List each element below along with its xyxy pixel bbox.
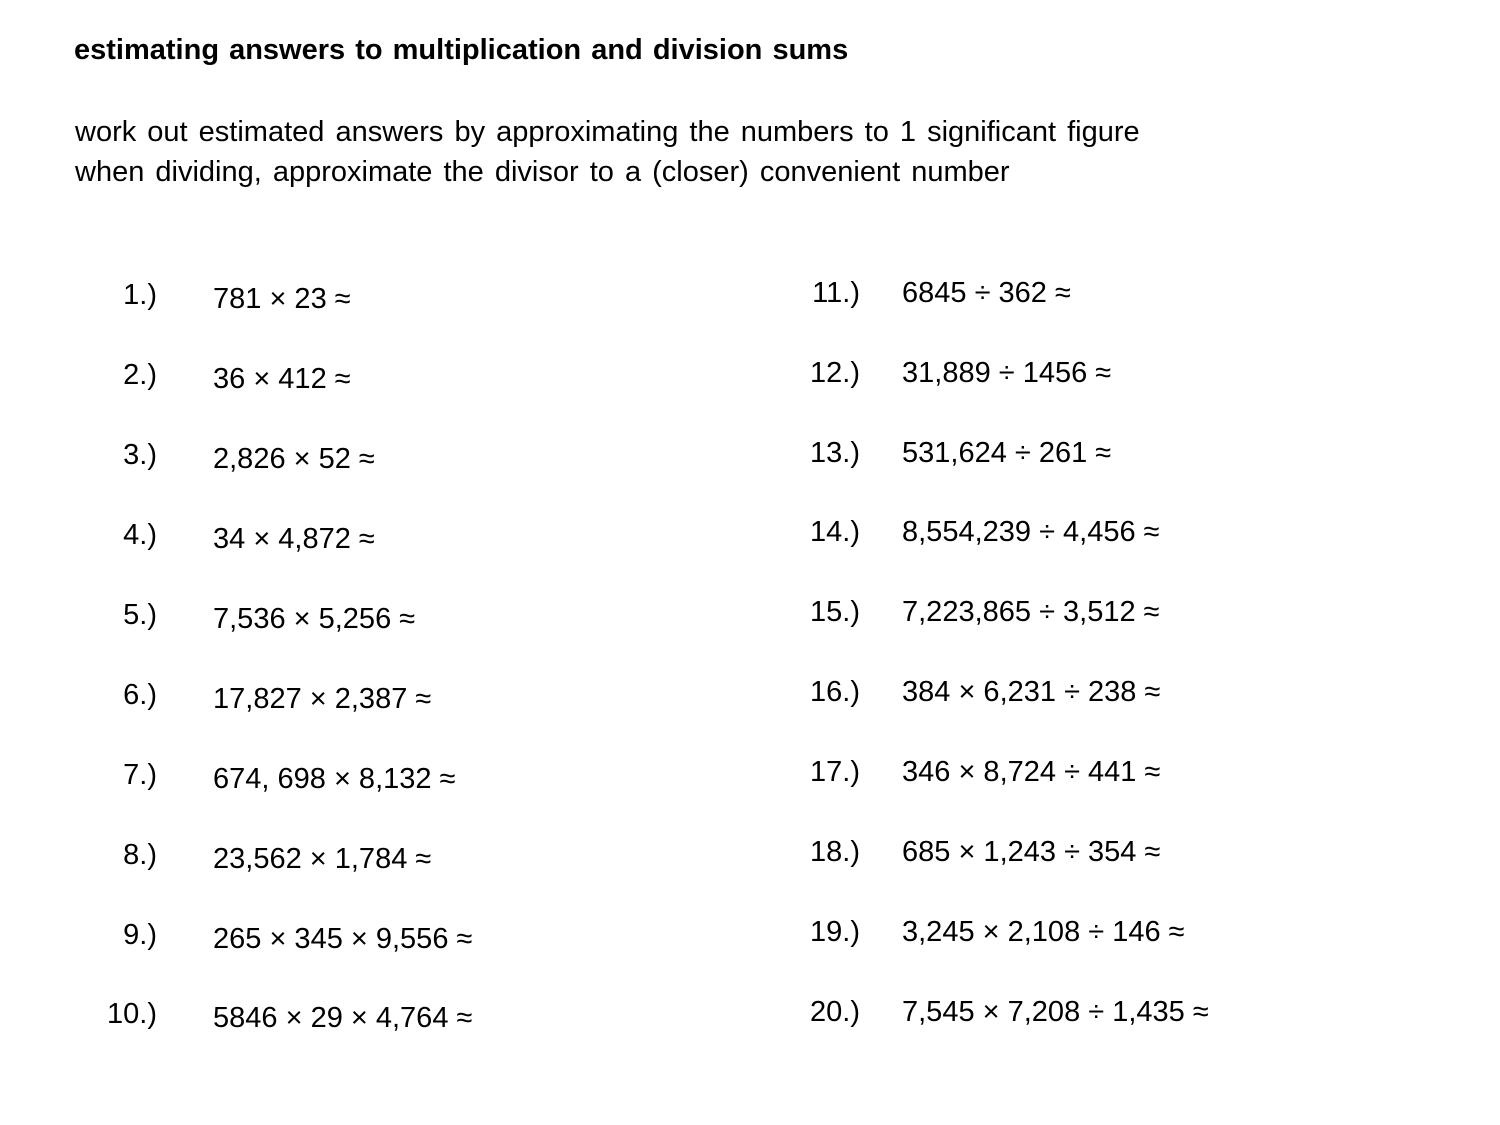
question-number: 9.) xyxy=(123,919,157,951)
question-expression: 7,536 × 5,256 ≈ xyxy=(213,603,416,635)
question-number: 1.) xyxy=(123,279,157,311)
question-expression: 384 × 6,231 ÷ 238 ≈ xyxy=(902,676,1161,708)
question-expression: 685 × 1,243 ÷ 354 ≈ xyxy=(902,836,1161,868)
instruction-line-2: when dividing, approximate the divisor to a (closer) convenient number xyxy=(75,156,1010,188)
question-expression: 265 × 345 × 9,556 ≈ xyxy=(213,923,473,955)
question-expression: 31,889 ÷ 1456 ≈ xyxy=(902,357,1112,389)
question-number: 7.) xyxy=(123,759,157,791)
question-expression: 34 × 4,872 ≈ xyxy=(213,523,375,555)
question-number: 15.) xyxy=(810,596,860,628)
question-expression: 17,827 × 2,387 ≈ xyxy=(213,683,432,715)
question-expression: 7,545 × 7,208 ÷ 1,435 ≈ xyxy=(902,996,1209,1028)
question-expression: 2,826 × 52 ≈ xyxy=(213,443,375,475)
question-expression: 3,245 × 2,108 ÷ 146 ≈ xyxy=(902,916,1185,948)
page-title: estimating answers to multiplication and division sums xyxy=(74,34,849,66)
question-number: 4.) xyxy=(123,519,157,551)
question-number: 13.) xyxy=(810,437,860,469)
question-expression: 346 × 8,724 ÷ 441 ≈ xyxy=(902,756,1161,788)
question-number: 16.) xyxy=(810,676,860,708)
question-expression: 6845 ÷ 362 ≈ xyxy=(902,277,1071,309)
question-expression: 674, 698 × 8,132 ≈ xyxy=(213,763,456,795)
question-expression: 8,554,239 ÷ 4,456 ≈ xyxy=(902,516,1160,548)
question-number: 20.) xyxy=(810,996,860,1028)
question-number: 14.) xyxy=(810,516,860,548)
instruction-line-1: work out estimated answers by approximating the numbers to 1 significant figure xyxy=(75,116,1140,148)
question-expression: 7,223,865 ÷ 3,512 ≈ xyxy=(902,596,1160,628)
question-number: 2.) xyxy=(123,359,157,391)
question-number: 10.) xyxy=(107,998,157,1030)
question-number: 12.) xyxy=(810,357,860,389)
question-number: 17.) xyxy=(810,756,860,788)
question-expression: 23,562 × 1,784 ≈ xyxy=(213,843,432,875)
question-expression: 781 × 23 ≈ xyxy=(213,283,351,315)
question-expression: 5846 × 29 × 4,764 ≈ xyxy=(213,1002,473,1034)
question-number: 19.) xyxy=(810,916,860,948)
question-number: 11.) xyxy=(812,277,860,309)
question-number: 3.) xyxy=(123,439,157,471)
question-number: 5.) xyxy=(123,599,157,631)
question-number: 8.) xyxy=(123,839,157,871)
question-number: 18.) xyxy=(810,836,860,868)
question-expression: 36 × 412 ≈ xyxy=(213,363,351,395)
question-number: 6.) xyxy=(123,679,157,711)
question-expression: 531,624 ÷ 261 ≈ xyxy=(902,437,1112,469)
